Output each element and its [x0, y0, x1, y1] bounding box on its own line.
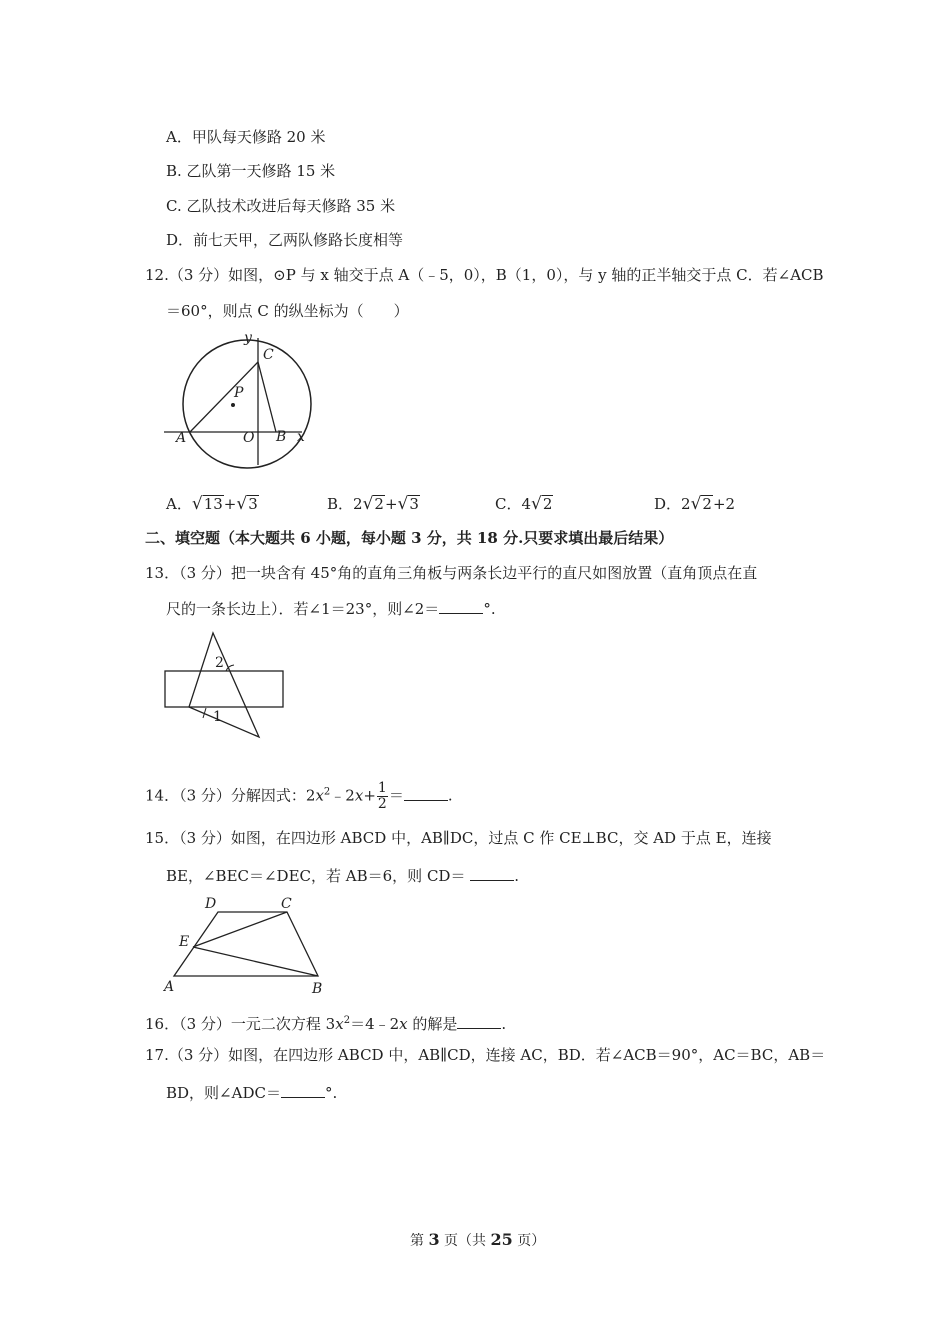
q17-stem-line1: 17.（3 分）如图，在四边形 ABCD 中，AB∥CD，连接 AC，BD．若∠ACB＝90°，AC＝BC，AB＝: [145, 1046, 826, 1064]
footer-mid: 页（共: [439, 1233, 491, 1249]
q15-segment-ec: [193, 912, 287, 947]
q14-end: .: [447, 786, 453, 805]
q16-var-x2: x: [399, 1015, 408, 1033]
q15-figure: [160, 892, 330, 1000]
q12-option-a-radicand1: 13: [203, 495, 223, 513]
q15-stem-text: BE，∠BEC＝∠DEC，若 AB＝6，则 CD＝: [166, 867, 471, 885]
q12-label-o: O: [243, 430, 255, 446]
q14-denominator: 2: [377, 796, 387, 812]
q12-option-d-radicand1: 2: [702, 495, 712, 513]
q14-fraction: [377, 781, 388, 812]
q13-ruler: [165, 671, 283, 707]
q13-stem-text: 尺的一条长边上）．若∠1＝23°，则∠2＝: [166, 600, 440, 618]
q12-segment-bc: [258, 362, 276, 432]
footer-pre: 第: [410, 1233, 429, 1249]
q15-label-a: A: [164, 979, 175, 995]
sqrt-icon: √: [191, 494, 203, 514]
q14-numerator: 1: [377, 780, 387, 796]
q12-option-d-tail: +2: [712, 495, 736, 513]
footer-post: 页）: [512, 1233, 546, 1249]
q12-option-c-label: C．4: [495, 495, 532, 513]
q16-exponent: 2: [343, 1015, 351, 1026]
q16-var-x: x: [335, 1015, 344, 1033]
q17-stem-line2: [166, 1083, 337, 1103]
q15-label-d: D: [205, 896, 217, 912]
page-footer: [410, 1230, 545, 1251]
q11-option-c: C. 乙队技术改进后每天修路 35 米: [166, 197, 396, 215]
q14-stem-pre: 14．（3 分）分解因式：2: [145, 786, 316, 805]
q14-var-x: x: [315, 786, 324, 805]
q15-segment-eb: [193, 947, 318, 976]
q16-end: .: [501, 1015, 507, 1033]
q14-equals: ＝: [388, 786, 404, 805]
q12-option-a-radicand2: 3: [248, 495, 258, 513]
q12-label-a: A: [176, 430, 187, 446]
q12-option-b-radicand1: 2: [374, 495, 384, 513]
q17-degree-suffix: °.: [324, 1084, 338, 1102]
q13-stem-line1: 13．（3 分）把一块含有 45°角的直角三角板与两条长边平行的直尺如图放置（直角顶点在直: [145, 564, 758, 582]
q12-option-d-label: D．2: [654, 495, 691, 513]
q15-label-c: C: [281, 896, 292, 912]
q16-stem: [145, 1011, 506, 1034]
q12-option-a: [166, 494, 259, 514]
q16-rhs: ＝4﹣2: [350, 1015, 400, 1033]
q12-option-c: [495, 494, 553, 514]
q15-stem-line2: [166, 866, 519, 886]
q12-option-b-radicand2: 3: [409, 495, 419, 513]
q13-figure: [160, 628, 295, 743]
q15-answer-blank[interactable]: [470, 866, 514, 881]
q12-option-a-plus: +: [223, 495, 237, 513]
sqrt-icon: √: [690, 494, 702, 514]
q17-answer-blank[interactable]: [281, 1083, 325, 1098]
q14-var-x2: x: [354, 786, 364, 805]
footer-page-number: 3: [428, 1230, 440, 1249]
sqrt-icon: √: [397, 494, 409, 514]
q11-option-a: A．甲队每天修路 20 米: [166, 128, 326, 146]
q12-label-c: C: [263, 347, 274, 363]
q15-quadrilateral: [174, 912, 318, 976]
q17-stem-text: BD，则∠ADC＝: [166, 1084, 281, 1102]
q12-label-x: x: [297, 429, 305, 445]
q16-answer-blank[interactable]: [457, 1014, 501, 1029]
footer-total-pages: 25: [490, 1230, 513, 1249]
section2-heading: 二、填空题（本大题共 6 小题，每小题 3 分，共 18 分.只要求填出最后结果）: [145, 529, 674, 547]
q16-stem-pre: 16．（3 分）一元二次方程 3: [145, 1015, 336, 1033]
q16-stem-post: 的解是: [407, 1015, 458, 1033]
q15-stem-line1: 15．（3 分）如图，在四边形 ABCD 中，AB∥DC，过点 C 作 CE⊥BC，交 AD 于点 E，连接: [145, 829, 772, 847]
q14-plus: +: [363, 786, 376, 805]
q12-center-dot: [231, 403, 235, 407]
sqrt-icon: √: [236, 494, 248, 514]
q12-label-b: B: [276, 429, 287, 445]
q12-option-c-radicand1: 2: [542, 495, 553, 513]
sqrt-icon: √: [531, 494, 542, 514]
q12-circle: [183, 340, 311, 468]
q13-label-1: 1: [213, 709, 222, 725]
q12-option-b-label: B．2: [327, 495, 363, 513]
q12-segment-ac: [190, 362, 258, 432]
q15-label-b: B: [312, 981, 323, 997]
q14-exponent: 2: [323, 786, 331, 798]
q14-minus-term: ﹣2: [330, 786, 355, 805]
q15-label-e: E: [179, 934, 190, 950]
q12-label-y: y: [244, 330, 252, 346]
q14-stem: [145, 781, 453, 812]
q13-stem-line2: [166, 599, 496, 619]
q12-stem-line2: ＝60°，则点 C 的纵坐标为（ ）: [166, 302, 409, 320]
q12-figure: [160, 330, 320, 470]
q12-option-b-plus: +: [384, 495, 398, 513]
q12-option-a-label: A．: [166, 495, 192, 513]
q12-stem-line1: 12.（3 分）如图，⊙P 与 x 轴交于点 A（﹣5，0），B（1，0），与 y 轴的正半轴交于点 C．若∠ACB: [145, 266, 824, 284]
q12-label-p: P: [234, 385, 244, 401]
sqrt-icon: √: [362, 494, 374, 514]
q13-answer-blank[interactable]: [439, 599, 483, 614]
q13-triangle: [189, 633, 259, 737]
q13-degree-suffix: °.: [483, 600, 496, 618]
q12-option-b: [327, 494, 420, 514]
q11-option-d: D．前七天甲，乙两队修路长度相等: [166, 231, 404, 249]
q13-label-2: 2: [215, 655, 224, 671]
q11-option-b: B. 乙队第一天修路 15 米: [166, 162, 336, 180]
q12-option-d: [654, 494, 735, 514]
q14-answer-blank[interactable]: [404, 786, 448, 801]
q15-end: .: [514, 867, 520, 885]
